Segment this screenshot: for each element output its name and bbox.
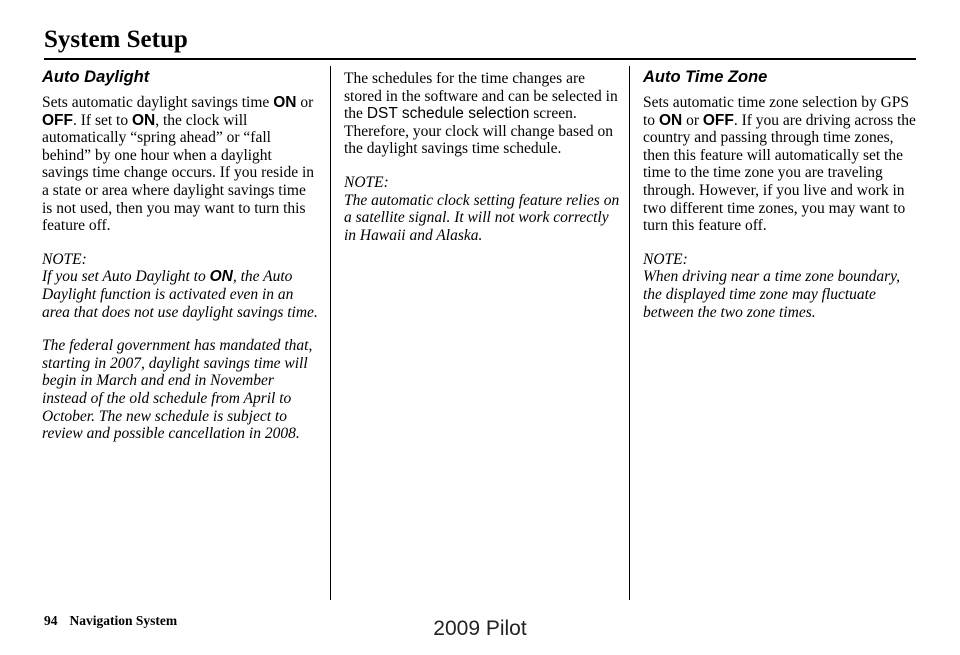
on-keyword: ON <box>658 111 683 129</box>
footer-label: Navigation System <box>69 613 178 628</box>
note-auto-daylight: If you set Auto Daylight to ON, the Auto Daylight function is activated even in an area that does not use daylight savings time. <box>42 268 318 321</box>
on-keyword: ON <box>273 94 297 111</box>
note-federal-schedule: The federal government has mandated that, starting in 2007, daylight savings time will begin in March and end in November instead of the old schedule from April to October. The new schedule is subject to review and possible cancellation in 2008. <box>42 337 313 443</box>
title-rule <box>44 58 916 60</box>
column-auto-time-zone <box>643 66 919 337</box>
note-satellite-signal: The automatic clock setting feature relies on a satellite signal. It will not work correctly in Hawaii and Alaska. <box>344 191 620 244</box>
off-keyword: OFF <box>42 111 73 129</box>
paragraph-dst-schedule: The schedules for the time changes are stored in the software and can be selected in the DST schedule selection screen. Therefore, your clock will change based on the daylight savings time schedule. <box>344 70 618 158</box>
column-divider <box>330 66 331 600</box>
column-divider <box>629 66 630 600</box>
column-auto-daylight <box>42 66 318 459</box>
note-label: NOTE: <box>344 173 389 191</box>
section-heading-auto-time-zone: Auto Time Zone <box>643 68 768 86</box>
note-time-zone-boundary: When driving near a time zone boundary, the displayed time zone may fluctuate between the two zone times. <box>643 268 901 321</box>
dst-schedule-selection-label: DST schedule selection <box>366 105 530 123</box>
note-label: NOTE: <box>643 250 688 268</box>
on-keyword: ON <box>209 268 233 286</box>
note-label: NOTE: <box>42 250 87 268</box>
off-keyword: OFF <box>702 111 734 129</box>
column-dst-schedule <box>344 70 620 260</box>
on-keyword: ON <box>131 111 156 129</box>
watermark: 2009 Pilot <box>433 617 527 640</box>
section-heading-auto-daylight: Auto Daylight <box>42 68 150 86</box>
page-title: System Setup <box>44 26 188 53</box>
paragraph-auto-daylight: Sets automatic daylight savings time ON or OFF. If set to ON, the clock will automatically “spring ahead” or “fall behind” by one hour when a daylight savings time change occurs. If you reside in a state or area where daylight savings time is not used, then you may want to turn this feature off. <box>42 94 315 235</box>
paragraph-auto-time-zone: Sets automatic time zone selection by GPS to ON or OFF. If you are driving across the country and passing through time zones, then this feature will automatically set the time to the time zone you are traveling through. However, if you live and work in two different time zones, you may want to turn this feature off. <box>643 94 916 235</box>
page-number: 94 <box>44 613 58 628</box>
